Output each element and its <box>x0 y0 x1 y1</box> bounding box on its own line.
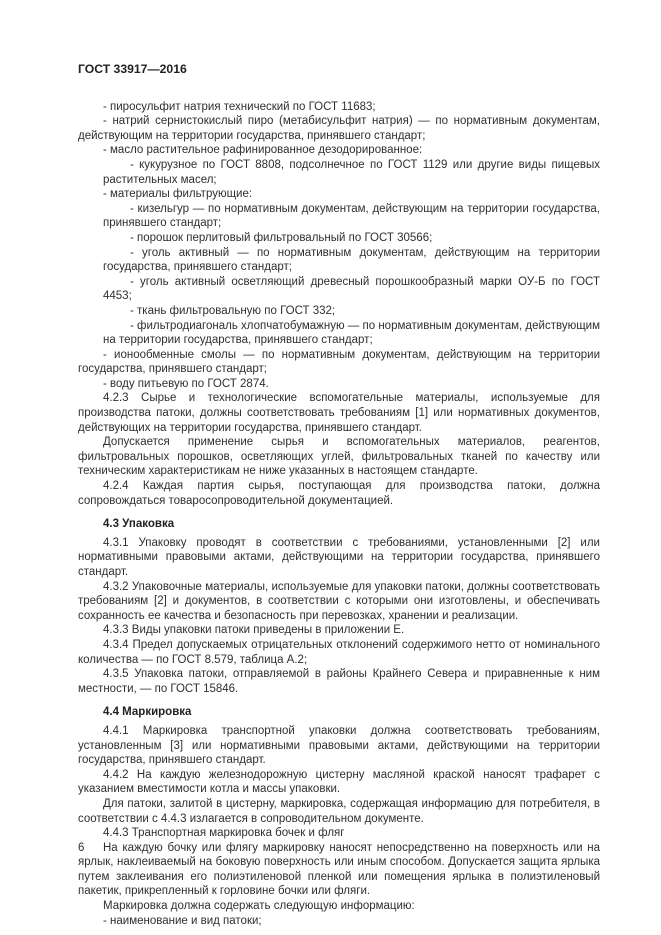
paragraph: Допускается применение сырья и вспомогательных материалов, реагентов, фильтровальных порошков, осветляющих углей, фильтровальных тканей по качеству или техническим характеристикам не ниже указанных в настоящем стандарте. <box>78 436 600 478</box>
list-item: - кукурузное по ГОСТ 8808, подсолнечное по ГОСТ 1129 или другие виды пищевых растительных масел; <box>103 158 600 186</box>
paragraph: Для патоки, залитой в цистерну, маркировка, содержащая информацию для потребителя, в соответствии с 4.4.3 излагается в сопроводительном документе. <box>78 797 600 825</box>
list-item: - порошок перлитовый фильтровальный по ГОСТ 30566; <box>130 231 433 244</box>
list-item: - наименование и вид патоки; <box>103 914 262 927</box>
list-item: - ткань фильтровальную по ГОСТ 332; <box>130 304 336 317</box>
list-item: - пиросульфит натрия технический по ГОСТ 11683; <box>103 100 376 113</box>
list-item: - натрий сернистокислый пиро (метабисульфит натрия) — по нормативным документам, действующим на территории государства, принявшего стандарт; <box>78 115 600 142</box>
paragraph: Маркировка должна содержать следующую информацию: <box>103 900 415 913</box>
list-item: - материалы фильтрующие: <box>103 188 253 201</box>
page-number: 6 <box>78 842 85 854</box>
list-item: - масло растительное рафинированное дезодорированное: <box>103 144 423 157</box>
document-header-standard-number: ГОСТ 33917—2016 <box>78 62 187 76</box>
paragraph: 4.2.4 Каждая партия сырья, поступающая для производства патоки, должна сопровождаться товаросопроводительной документацией. <box>78 480 600 507</box>
paragraph: На каждую бочку или флягу маркировку наносят непосредственно на поверхность или на ярлык, наклеиваемый на боковую поверхность или иным способом. Допускается защита ярлыка путем заклеивания его полиэтиленовой пленкой или помещения ярлыка в полиэтиленовый пакетик, прикрепленный к горловине бочки или фляги. <box>78 841 600 898</box>
list-item: - кизельгур — по нормативным документам, действующим на территории государства, принявшего стандарт; <box>103 202 600 230</box>
list-item: - уголь активный — по нормативным документам, действующим на территории государства, принявшего стандарт; <box>103 246 600 274</box>
paragraph: 4.4.1 Маркировка транспортной упаковки должна соответствовать требованиям, установленным [3] или нормативными правовыми актами, действующими на территории государства, принявшего стандарт. <box>78 724 600 767</box>
paragraph: 4.3.1 Упаковку проводят в соответствии с требованиями, установленными [2] или нормативными правовыми актами, действующими на территории государства, принявшего стандарт. <box>78 536 600 578</box>
paragraph: 4.3.4 Предел допускаемых отрицательных отклонений содержимого нетто от номинального количества — по ГОСТ 8.579, таблица А.2; <box>78 638 600 666</box>
document-body <box>78 100 600 929</box>
list-item: - ионообменные смолы — по нормативным документам, действующим на территории государства, принявшего стандарт; <box>78 348 600 376</box>
paragraph: 4.3.3 Виды упаковки патоки приведены в приложении Е. <box>103 624 405 637</box>
paragraph: 4.3.2 Упаковочные материалы, используемые для упаковки патоки, должны соответствовать требованиям [2] и документов, в соответствии с которыми они изготовлены, и обеспечивать сохранность ее качества и безопасность при перевозках, хранении и реализации. <box>78 580 600 622</box>
list-item: - фильтродиагональ хлопчатобумажную — по нормативным документам, действующим на территории государства, принявшего стандарт; <box>103 319 600 347</box>
paragraph: 4.2.3 Сырье и технологические вспомогательные материалы, используемые для производства патоки, должны соответствовать требованиям [1] или нормативных документов, действующих на территории государства, принявшего стандарт. <box>78 392 600 434</box>
paragraph: 4.4.3 Транспортная маркировка бочек и фляг <box>103 827 345 840</box>
list-item: - воду питьевую по ГОСТ 2874. <box>103 377 269 390</box>
paragraph: 4.4.2 На каждую железнодорожную цистерну масляной краской наносят трафарет с указанием вместимости котла и массы упаковки. <box>78 768 600 796</box>
section-heading: 4.4 Маркировка <box>103 706 192 719</box>
list-item: - уголь активный осветляющий древесный порошкообразный марки ОУ-Б по ГОСТ 4453; <box>103 275 600 303</box>
paragraph: 4.3.5 Упаковка патоки, отправляемой в районы Крайнего Севера и приравненные к ним местности, — по ГОСТ 15846. <box>78 668 600 695</box>
section-heading: 4.3 Упаковка <box>103 518 175 531</box>
